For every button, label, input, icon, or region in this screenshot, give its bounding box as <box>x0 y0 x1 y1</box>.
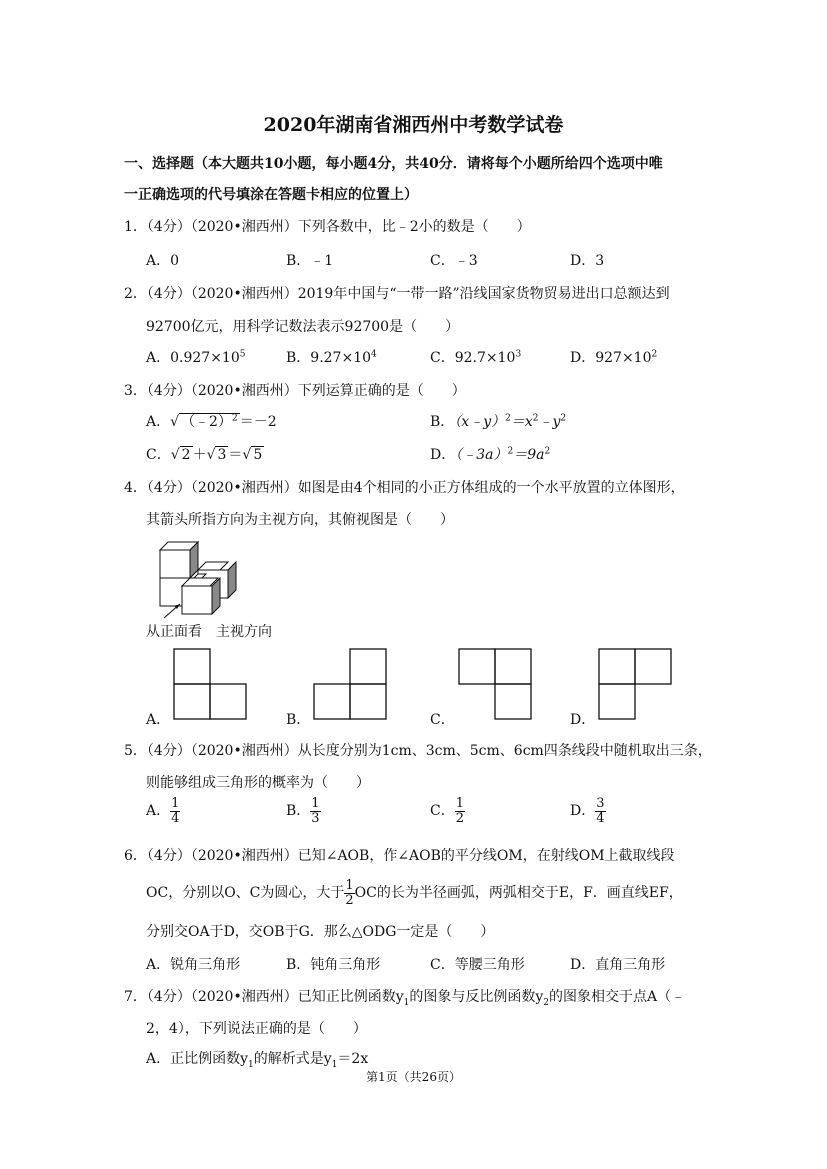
q4-option-d-grid <box>595 648 675 720</box>
page-title: 2020年湖南省湘西州中考数学试卷 <box>263 114 564 136</box>
q4-option-c: C． <box>430 712 455 728</box>
q4-option-c-grid <box>455 648 535 720</box>
question-5-stem-line2: 则能够组成三角形的概率为（ ） <box>146 775 370 791</box>
question-4-stem-line1: 4．（4分）（2020•湘西州）如图是由4个相同的小正方体组成的一个水平放置的立体图形， <box>124 480 685 496</box>
question-6-stem-line3: 分别交OA于D，交OB于G．那么△ODG一定是（ ） <box>146 924 495 940</box>
question-2-stem-line2: 92700亿元，用科学记数法表示92700是（ ） <box>146 319 460 335</box>
q6-option-d: D．直角三角形 <box>570 957 666 973</box>
question-3-stem: 3．（4分）（2020•湘西州）下列运算正确的是（ ） <box>124 383 466 399</box>
q2-option-d: D．$927\times 10^2$ <box>570 349 658 366</box>
question-1-stem: 1．（4分）（2020•湘西州）下列各数中，比﹣2小的数是（ ） <box>124 219 531 235</box>
q5-option-b: B． $\frac{1}{3}$ <box>286 796 320 826</box>
q1-option-a: A．0 <box>146 253 180 269</box>
q1-option-c: C．﹣3 <box>430 253 478 269</box>
q6-option-a: A．锐角三角形 <box>146 957 241 973</box>
page-footer: 第1页（共26页） <box>366 1070 461 1084</box>
question-7-stem-line1: 7．（4分）（2020•湘西州）已知正比例函数$y_1$的图象与反比例函数$y_2$的图象相交于点A（﹣ <box>124 989 686 1008</box>
section-heading-line1: 一、选择题（本大题共10小题，每小题4分，共40分．请将每个小题所给四个选项中唯 <box>124 156 663 172</box>
q3-option-d: D．$(﹣3a)^2=9a^2$ <box>430 446 551 463</box>
q4-option-a: A． <box>146 712 171 728</box>
q2-option-a: A．$0.927\times 10^5$ <box>146 349 246 366</box>
q5-option-d: D． $\frac{3}{4}$ <box>570 796 605 826</box>
q5-option-c: C． $\frac{1}{2}$ <box>430 796 464 826</box>
q1-option-b: B．﹣1 <box>286 253 334 269</box>
q3-option-b: B．$(x﹣y)^2=x^2﹣y^2$ <box>430 413 567 430</box>
q4-option-d: D． <box>570 712 596 728</box>
q1-option-d: D．3 <box>570 253 605 269</box>
q3-option-a: A．√ （﹣2）$^2$ ＝－2 <box>146 413 277 430</box>
section-heading-line2: 一正确选项的代号填涂在答题卡相应的位置上） <box>124 187 418 203</box>
q6-option-b: B．钝角三角形 <box>286 957 381 973</box>
q7-option-a: A．正比例函数$y_1$的解析式是$y_1=2x$ <box>146 1051 369 1070</box>
q3-option-c: C．√ 2 ＋√ 3 ＝√ 5 <box>146 447 263 463</box>
q2-option-b: B．$9.27\times 10^4$ <box>286 349 377 366</box>
q4-option-b-grid <box>310 648 390 720</box>
cube-figure <box>150 538 250 618</box>
question-4-stem-line2: 其箭头所指方向为主视方向，其俯视图是（ ） <box>146 512 454 528</box>
question-6-stem-line1: 6．（4分）（2020•湘西州）已知∠AOB，作∠AOB的平分线OM，在射线OM上截取线段 <box>124 848 675 864</box>
q4-option-a-grid <box>170 648 250 720</box>
q2-option-c: C．$92.7\times 10^3$ <box>430 349 522 366</box>
figure-caption: 从正面看 主视方向 <box>146 624 272 640</box>
question-2-stem-line1: 2．（4分）（2020•湘西州）2019年中国与“一带一路”沿线国家货物贸易进出口总额达到 <box>124 286 670 302</box>
q6-option-c: C．等腰三角形 <box>430 957 525 973</box>
q4-option-b: B． <box>286 712 311 728</box>
question-5-stem-line1: 5．（4分）（2020•湘西州）从长度分别为1cm、3cm、5cm、6cm四条线段中随机取出三条， <box>124 743 712 759</box>
question-6-stem-line2: OC，分别以O、C为圆心，大于 $\frac{1}{2}$ OC的长为半径画弧，两弧相交于E，F．画直线EF， <box>146 878 683 908</box>
question-7-stem-line2: 2，4），下列说法正确的是（ ） <box>146 1021 367 1037</box>
q5-option-a: A． $\frac{1}{4}$ <box>146 796 180 826</box>
